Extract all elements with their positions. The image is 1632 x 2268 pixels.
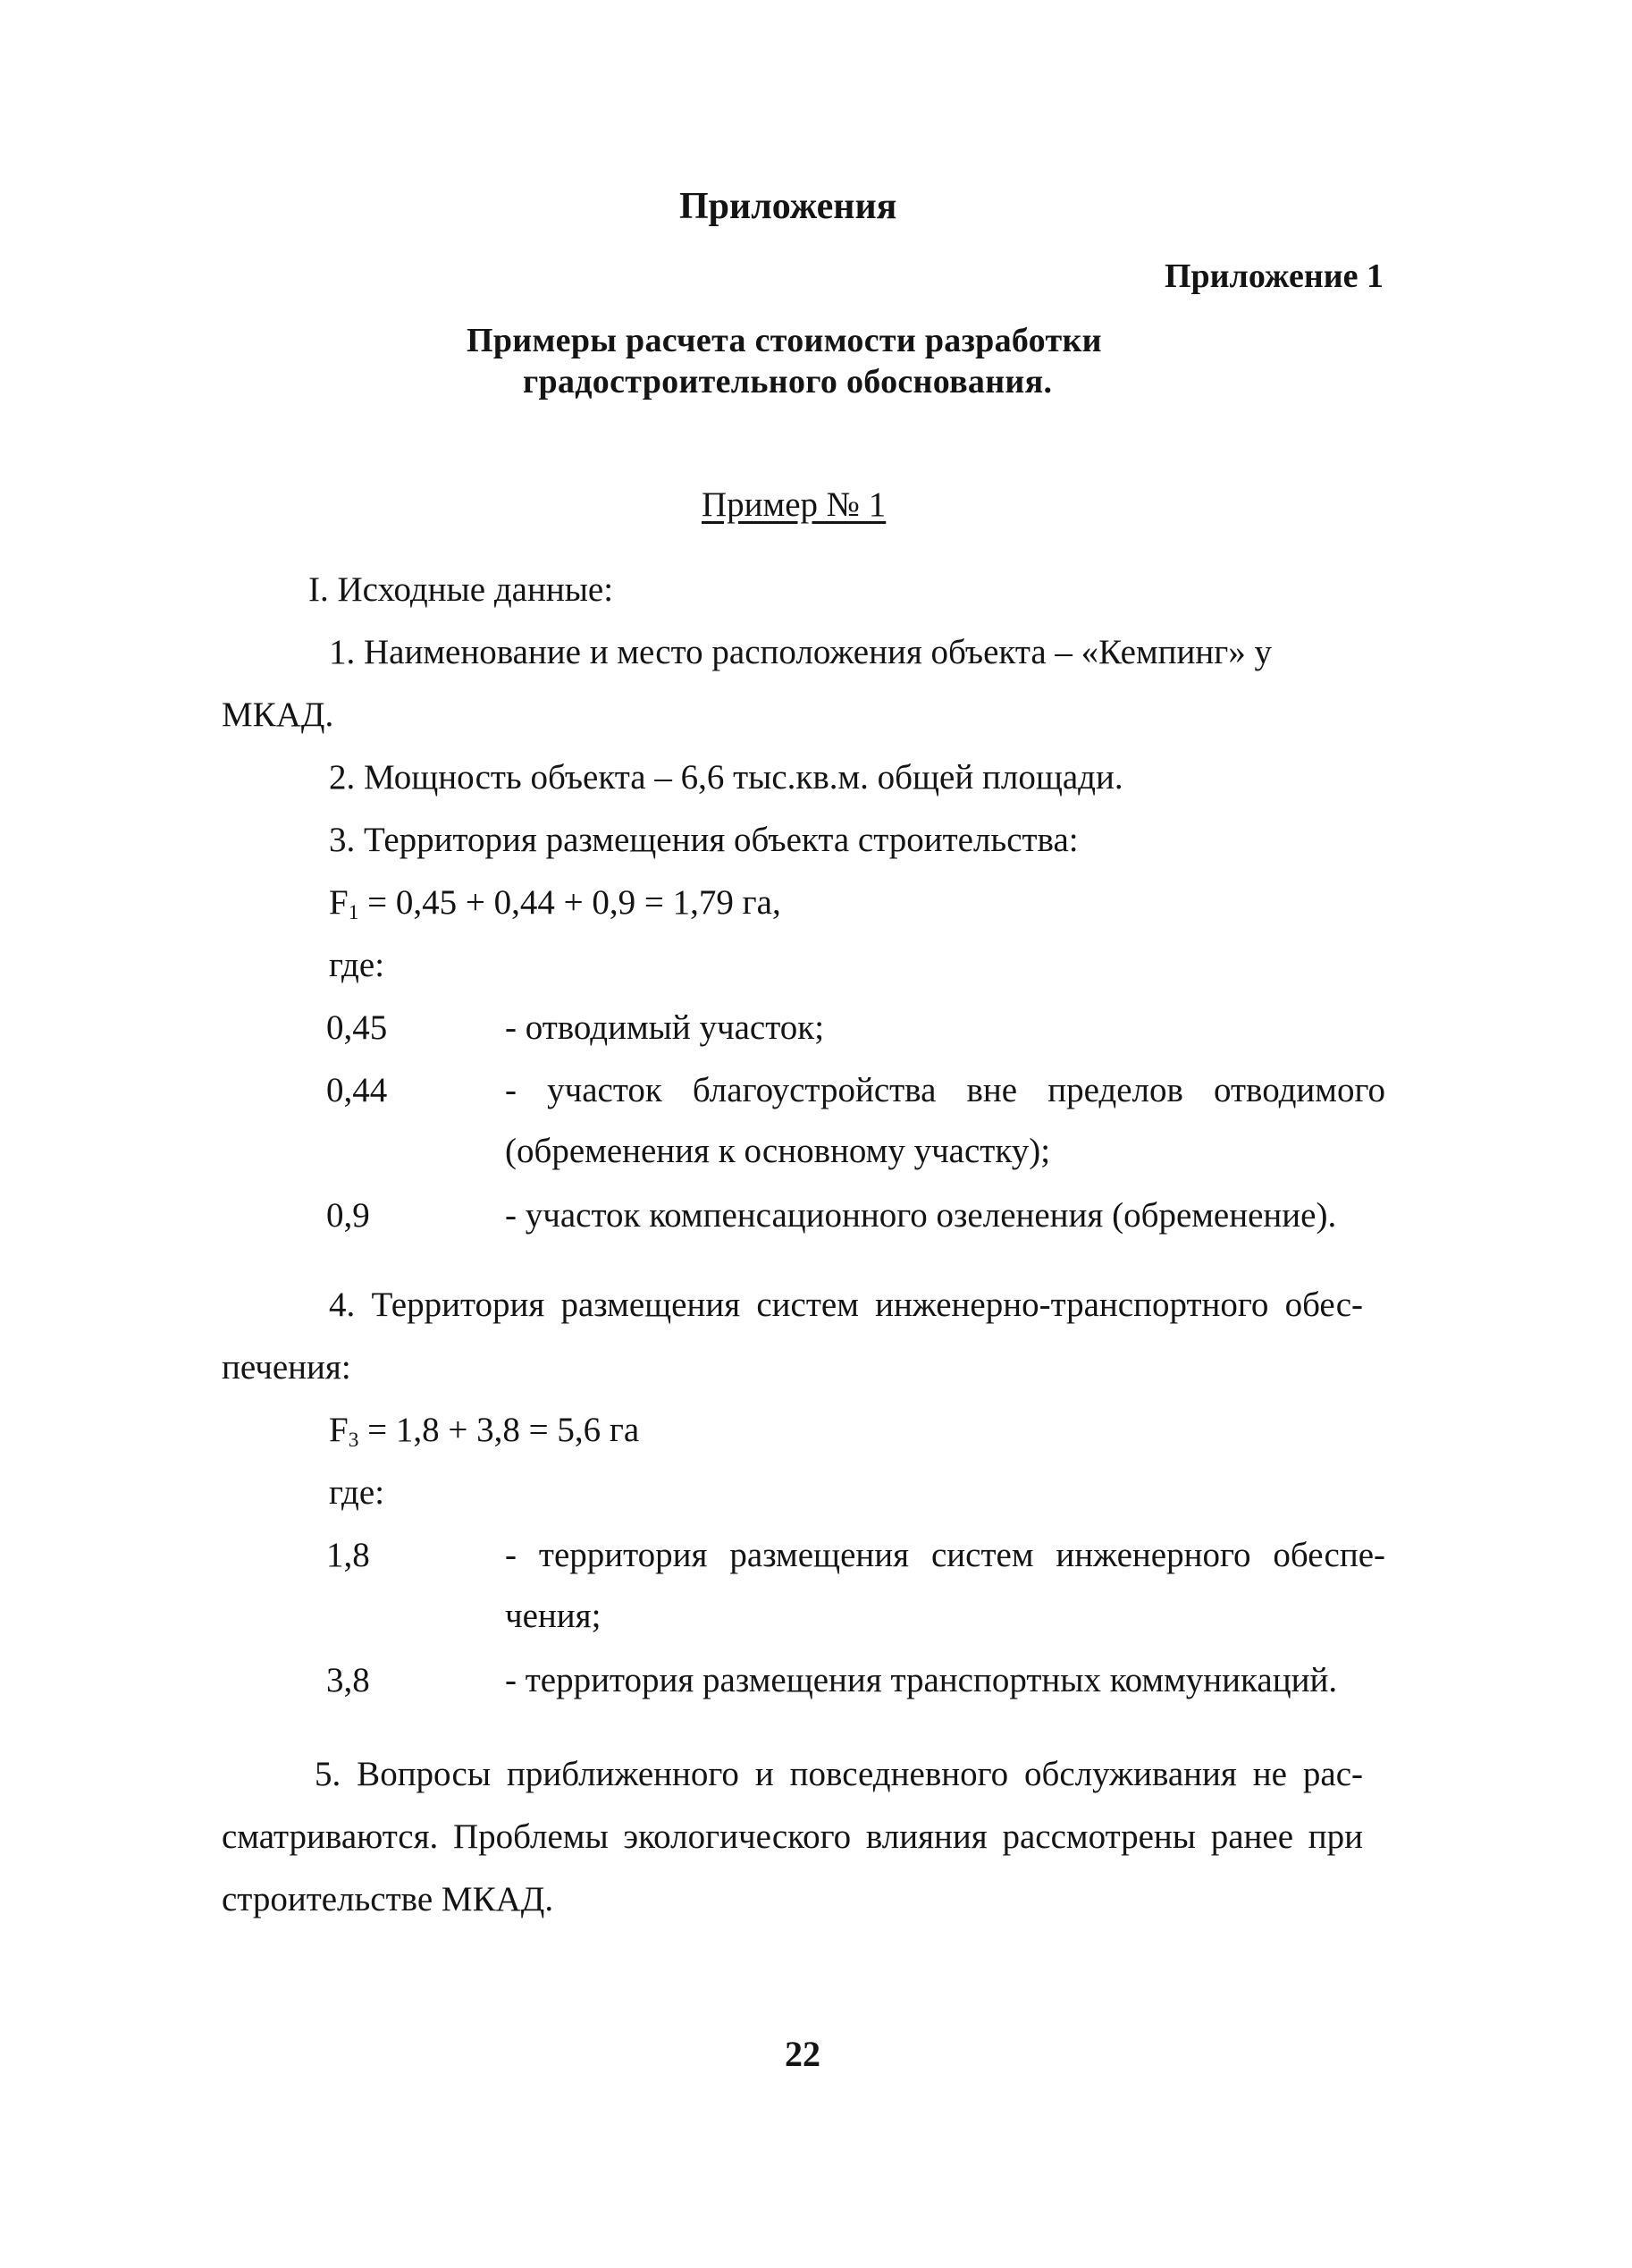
list-item-4-continuation: печения: [222, 1348, 351, 1387]
list-item-5-line-1: 5. Вопросы приближенного и повседневного обслуживания не рас- [315, 1755, 1363, 1793]
list-item-1: 1. Наименование и место расположения объекта – «Кемпинг» у [329, 633, 1273, 671]
component-value: 0,9 [326, 1196, 370, 1235]
page-title: Приложения [679, 186, 897, 227]
formula-f3-lhs: F [329, 1411, 349, 1449]
formula-f1-rhs: = 0,45 + 0,44 + 0,9 = 1,79 га, [358, 883, 781, 922]
component-description-continuation: (обременения к основному участку); [505, 1132, 1051, 1170]
component-description-continuation: чения; [505, 1597, 601, 1635]
formula-f1-lhs: F [329, 883, 349, 922]
list-item-3: 3. Территория размещения объекта строительства: [329, 821, 1079, 859]
component-value: 0,45 [326, 1008, 388, 1047]
formula-f1-subscript: 1 [348, 900, 359, 924]
component-value: 1,8 [326, 1536, 370, 1574]
where-label-2: где: [329, 1473, 385, 1512]
formula-f3 [329, 1412, 639, 1451]
list-item-4: 4. Территория размещения систем инженерно-транспортного обес- [329, 1286, 1363, 1324]
list-item-5-line-3: строительстве МКАД. [222, 1880, 554, 1918]
formula-f3-subscript: 3 [348, 1428, 359, 1452]
component-description: - участок компенсационного озеленения (обременение). [505, 1196, 1337, 1235]
section-heading-initial-data: I. Исходные данные: [308, 570, 614, 609]
appendix-label: Приложение 1 [1164, 257, 1384, 295]
page-number: 22 [785, 2034, 820, 2074]
list-item-1-continuation: МКАД. [222, 696, 334, 734]
list-item-5-line-2: сматриваются. Проблемы экологического влияния рассмотрены ранее при [222, 1817, 1363, 1856]
list-item-2: 2. Мощность объекта – 6,6 тыс.кв.м. общей площади. [329, 758, 1123, 797]
component-description: - отводимый участок; [505, 1008, 825, 1047]
component-value: 0,44 [326, 1071, 388, 1109]
example-title: Пример № 1 [702, 485, 887, 524]
component-value: 3,8 [326, 1661, 370, 1699]
formula-f1 [329, 885, 781, 923]
appendix-heading-line-1: Примеры расчета стоимости разработки [467, 322, 1102, 359]
component-description: - территория размещения систем инженерного обеспе- [505, 1536, 1385, 1574]
where-label-1: где: [329, 946, 385, 984]
component-description: - территория размещения транспортных коммуникаций. [505, 1661, 1338, 1699]
component-description: - участок благоустройства вне пределов отводимого [505, 1071, 1385, 1109]
appendix-heading-line-2: градостроительного обоснования. [523, 363, 1053, 400]
formula-f3-rhs: = 1,8 + 3,8 = 5,6 га [358, 1411, 640, 1449]
